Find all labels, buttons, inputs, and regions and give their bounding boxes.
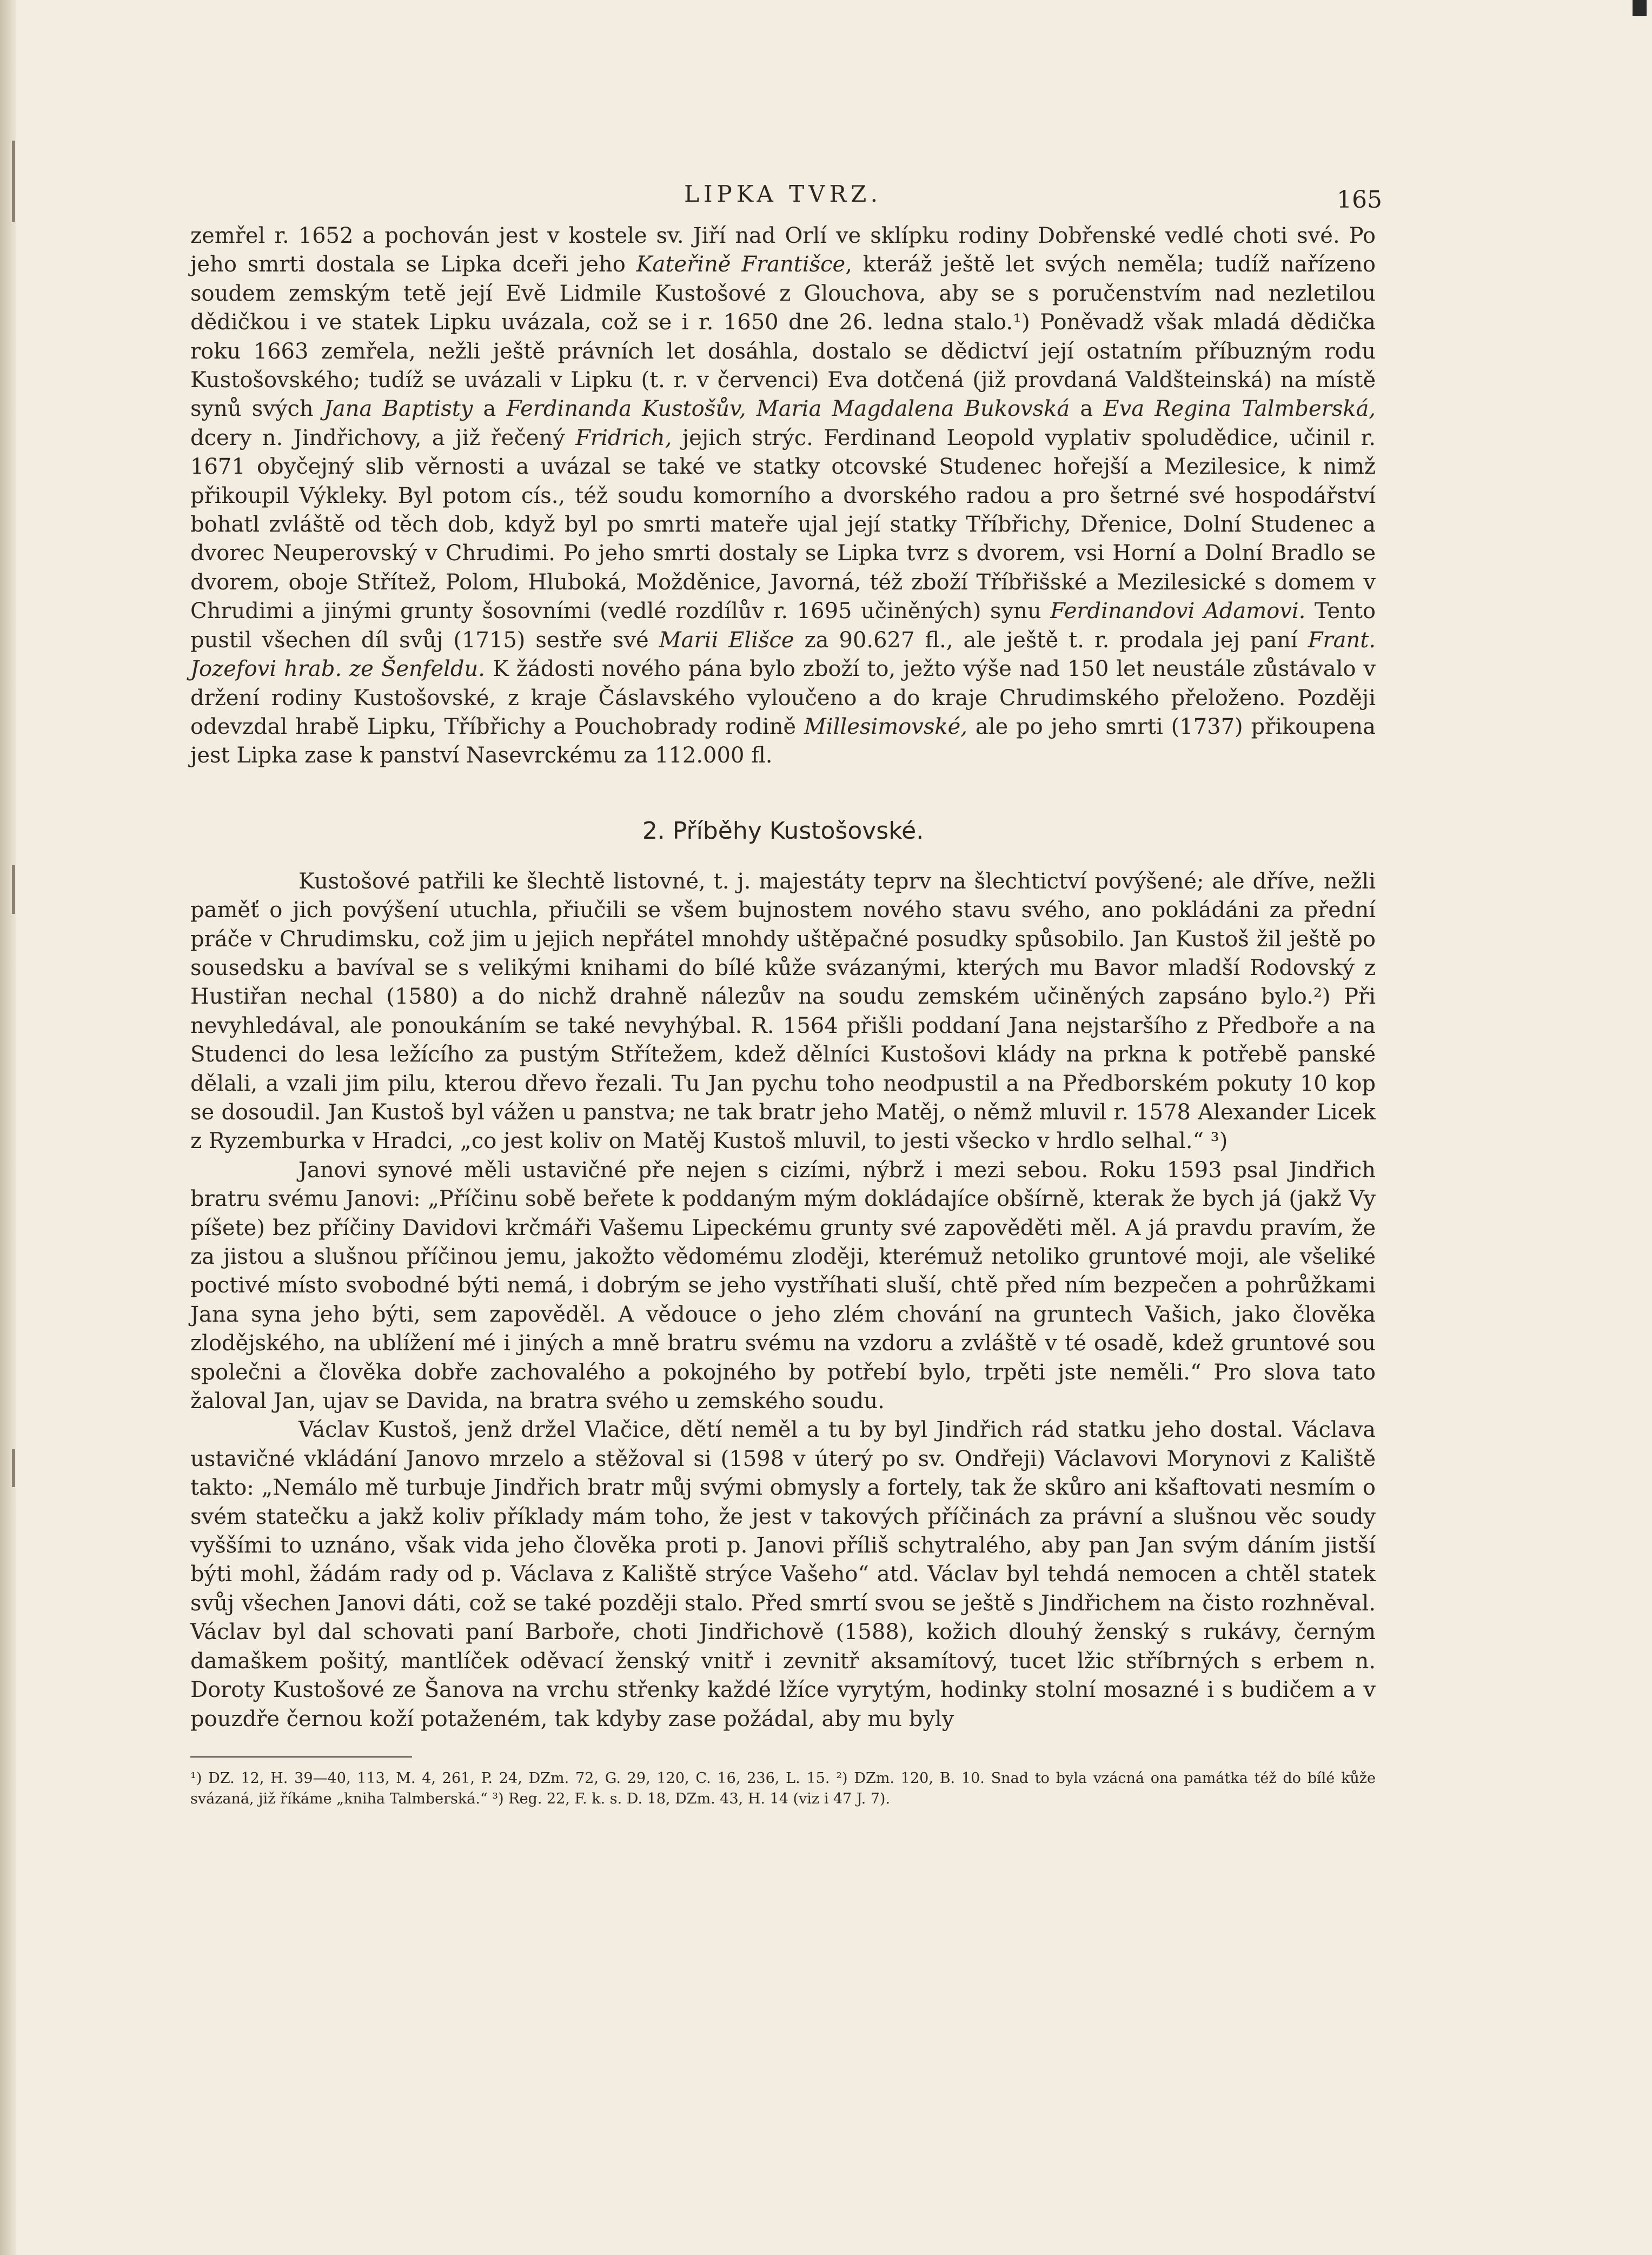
section-heading: 2. Příběhy Kustošovské. — [642, 817, 924, 845]
page-body — [190, 178, 1382, 1809]
footnotes — [190, 1768, 1376, 1809]
running-title: LIPKA TVRZ. — [684, 181, 882, 207]
paragraph-janovi-synove: Janovi synové měli ustavičné pře nejen s cizími, nýbrž i mezi sebou. Roku 1593 psal Jindřich bratru svému Janovi: „Příčinu sobě beřete k poddaným mým dokládajíce obšírně, kterak že bych já (jakž Vy píšete) bez příčiny Davidovi krčmáři Vašemu Lipeckému grunty své zapověděti měl. A já pravdu pravím, že za jistou a slušnou příčinou jemu, jakožto vědomému zloději, kterémuž netoliko gruntové moji, ale všeliké poctivé místo svobodné býti nemá, i dobrým se jeho vystříhati sluší, chtě před ním bezpečen a pohrůžkami Jana syna jeho býti, sem zapověděl. A vědouce o jeho zlém chování na gruntech Vašich, jako člověka zlodějského, na ublížení mé i jiných a mně bratru svému na vzdoru a zvláště v té osadě, kdež gruntové sou společni a člověka dobře zachovalého a pokojného by potřebí bylo, trpěti jste neměli.“ Pro slova tato žaloval Jan, ujav se Davida, na bratra svého u zemského soudu. — [190, 1157, 1376, 1414]
paragraph-vaclav-kustos: Václav Kustoš, jenž držel Vlačice, dětí neměl a tu by byl Jindřich rád statku jeho dostal. Václava ustavičné vkládání Janovo mrzelo a stěžoval si (1598 v úterý po sv. Ondřeji) Václavovi Morynovi z Kaliště takto: „Nemálo mě turbuje Jindřich bratr můj svými obmysly a fortely, tak že skůro ani kšaftovati nesmím o svém statečku a jakž koliv příklady mám toho, že jest v takových příčinách za právní a slušnou věc soudy vyššími to uznáno, však vida jeho člověka proti p. Janovi příliš schytralého, aby pan Jan svým dáním jistší býti mohl, žádám rady od p. Václava z Kaliště strýce Vašeho“ atd. Václav byl tehdá nemocen a chtěl statek svůj všechen Janovi dáti, což se také později stalo. Před smrtí svou se ještě s Jindřichem na čisto rozhněval. Václav byl dal schovati paní Barboře, choti Jindřichově (1588), kožich dlouhý ženský s rukávy, černým damaškem pošitý, mantlíček oděvací ženský vnitř i zevnitř aksamítový, tucet lžic stříbrných s erbem n. Doroty Kustošové ze Šanova na vrchu střenky každé lžíce vyrytým, hodinky stolní mosazné i s budičem a v pouzdře černou koží potaženém, tak kdyby zase požádal, aby mu byly — [190, 1417, 1376, 1732]
footnote-divider — [190, 1756, 412, 1757]
scan-corner-mark — [1633, 0, 1647, 16]
footnote-text: ¹) DZ. 12, H. 39—40, 113, M. 4, 261, P. 24, DZm. 72, G. 29, 120, C. 16, 236, L. 15. ²) DZm. 120, B. 10. Snad to byla vzácná ona památka též do bílé kůže svázaná, již říkáme „kniha Talmberská.“ ³) Reg. 22, F. k. s. D. 18, DZm. 43, H. 14 (viz i 47 J. 7). — [190, 1769, 1376, 1807]
scan-gutter-mark — [12, 865, 15, 914]
scan-gutter-mark — [12, 141, 15, 222]
running-header — [190, 178, 1382, 222]
scan-edge — [0, 0, 16, 2255]
page-number: 165 — [1337, 186, 1382, 214]
paragraph-lipka-history: zemřel r. 1652 a pochován jest v kostele sv. Jiří nad Orlí ve sklípku rodiny Dobřenské vedlé choti své. Po jeho smrti dostala se Lipka dceři jeho Kateřině Františce, kteráž ještě let svých neměla; tudíž nařízeno soudem zemským tetě její Evě Lidmile Kustošové z Glouchova, aby se s poručenstvím nad nezletilou dědičkou i ve statek Lipku uvázala, což se i r. 1650 dne 26. ledna stalo.¹) Poněvadž však mladá dědička roku 1663 zemřela, nežli ještě právních let dosáhla, dostalo se dědictví její ostatním příbuzným rodu Kustošovského; tudíž se uvázali v Lipku (t. r. v červenci) Eva dotčená (již provdaná Valdšteinská) na místě synů svých Jana Baptisty a Ferdinanda Kustošův, Maria Magdalena Bukovská a Eva Regina Talmberská, dcery n. Jindřichovy, a již řečený Fridrich, jejich strýc. Ferdinand Leopold vyplativ spoludědice, učinil r. 1671 obyčejný slib věrnosti a uvázal se také ve statky otcovské Studenec hořejší a Mezilesice, k nimž přikoupil Výkleky. Byl potom cís., též soudu komorního a dvorského radou a pro šetrné své hospodářství bohatl zvláště od těch dob, když byl po smrti mateře ujal její statky Tříbřichy, Dřenice, Dolní Studenec a dvorec Neuperovský v Chrudimi. Po jeho smrti dostaly se Lipka tvrz s dvorem, vsi Horní a Dolní Bradlo se dvorem, oboje Střítež, Polom, Hluboká, Možděnice, Javorná, též zboží Tříbřišské a Mezilesické s domem v Chrudimi a jinými grunty šosovními (vedlé rozdílův r. 1695 učiněných) synu Ferdinandovi Adamovi. Tento pustil všechen díl svůj (1715) sestře své Marii Elišce za 90.627 fl., ale ještě t. r. prodala jej paní Frant. Jozefovi hrab. ze Šenfeldu. K žádosti nového pána bylo zboží to, ježto výše nad 150 let neustále zůstávalo v držení rodiny Kustošovské, z kraje Čáslavského vyloučeno a do kraje Chrudimského přeloženo. Později odevzdal hrabě Lipku, Tříbřichy a Pouchobrady rodině Millesimovské, ale po jeho smrti (1737) přikoupena jest Lipka zase k panství Nasevrckému za 112.000 fl. — [190, 223, 1376, 768]
paragraph-kustos-family: Kustošové patřili ke šlechtě listovné, t. j. majestáty teprv na šlechtictví povýšené; ale dříve, nežli paměť o jich povýšení utuchla, přiučili se všem bujnostem nového stavu svého, ano pokládáni za přední práče v Chrudimsku, což jim u jejich nepřátel mnohdy uštěpačné posudky spůsobilo. Jan Kustoš žil ještě po sousedsku a bavíval se s velikými knihami do bílé kůže svázanými, kterých mu Bavor mladší Rodovský z Hustiřan nechal (1580) a do nichž drahně nálezův na soudu zemském učiněných zapsáno bylo.²) Při nevyhledával, ale ponoukáním se také nevyhýbal. R. 1564 přišli poddaní Jana nejstaršího z Předboře a na Studenci do lesa ležícího za pustým Střítežem, kdež dělníci Kustošovi klády na prkna k potřebě panské dělali, a vzali jim pilu, kterou dřevo řezali. Tu Jan pychu toho neodpustil a na Předborském pokuty 10 kop se dosoudil. Jan Kustoš byl vážen u panstva; ne tak bratr jeho Matěj, o němž mluvil r. 1578 Alexander Licek z Ryzemburka v Hradci, „co jest koliv on Matěj Kustoš mluvil, to jesti všecko v hrdlo selhal.“ ³) — [190, 868, 1376, 1154]
scan-gutter-mark — [12, 1449, 15, 1487]
